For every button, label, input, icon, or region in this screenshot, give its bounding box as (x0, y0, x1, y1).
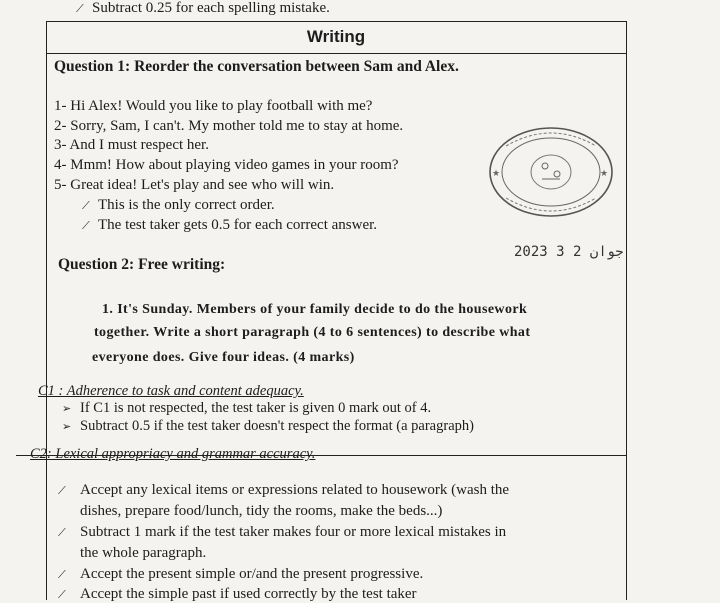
arrow-icon: ➢ (62, 420, 72, 433)
frame-right-line (626, 21, 627, 600)
c2-item-3: ⟋ Accept the present simple or/and the present progressive. (58, 566, 424, 582)
arrow-icon: ➢ (62, 402, 72, 415)
svg-text:★: ★ (600, 169, 609, 179)
c2-heading: C2: Lexical appropriacy and grammar accuracy. (30, 446, 316, 462)
section-title: Writing (306, 27, 366, 46)
c2-item-2-cont: the whole paragraph. (80, 545, 207, 561)
top-spelling-note: ⟋ Subtract 0.25 for each spelling mistake. (76, 0, 330, 16)
c2-item-4: ⟋ Accept the simple past if used correctly by the test taker (58, 586, 417, 602)
q1-line-2: 2- Sorry, Sam, I can't. My mother told me to stay at home. (54, 118, 404, 134)
c1-item-2: ➢ Subtract 0.5 if the test taker doesn't respect the format (a paragraph) (62, 418, 474, 434)
tick-icon: ⟋ (58, 484, 66, 497)
frame-left-line (46, 21, 47, 600)
q1-note-1: ⟋ This is the only correct order. (82, 197, 275, 213)
task-line-1: 1. It's Sunday. Members of your family decide to do the housework (102, 302, 528, 317)
c2-item-2: ⟋ Subtract 1 mark if the test taker makes four or more lexical mistakes in (58, 524, 507, 540)
c1-heading: C1 : Adherence to task and content adequacy. (38, 383, 304, 399)
task-line-3: everyone does. Give four ideas. (4 marks) (92, 350, 355, 365)
tick-icon: ⟋ (76, 2, 84, 15)
tick-icon: ⟋ (82, 199, 90, 212)
q1-line-5: 5- Great idea! Let's play and see who will win. (54, 177, 335, 193)
tick-icon: ⟋ (58, 588, 66, 601)
tick-icon: ⟋ (58, 568, 66, 581)
svg-text:★: ★ (492, 169, 501, 179)
handwritten-date: 2023 جوان 2 3 (514, 244, 624, 260)
q1-note-2: ⟋ The test taker gets 0.5 for each correct answer. (82, 217, 378, 233)
official-stamp-icon (486, 124, 616, 220)
q1-line-4: 4- Mmm! How about playing video games in your room? (54, 157, 399, 173)
tick-icon: ⟋ (58, 526, 66, 539)
task-line-2: together. Write a short paragraph (4 to 6 sentences) to describe what (94, 325, 531, 340)
tick-icon: ⟋ (82, 219, 90, 232)
section-title-bar (46, 22, 626, 52)
c2-item-1: ⟋ Accept any lexical items or expressions related to housework (wash the (58, 482, 510, 498)
question1-heading: Question 1: Reorder the conversation between Sam and Alex. (54, 58, 459, 75)
c1-item-1: ➢ If C1 is not respected, the test taker is given 0 mark out of 4. (62, 400, 432, 416)
q1-line-3: 3- And I must respect her. (54, 137, 209, 153)
question2-heading: Question 2: Free writing: (58, 256, 226, 273)
frame-title-line (46, 53, 626, 54)
c2-item-1-cont: dishes, prepare food/lunch, tidy the rooms, make the beds...) (80, 503, 443, 519)
q1-line-1: 1- Hi Alex! Would you like to play football with me? (54, 98, 373, 114)
